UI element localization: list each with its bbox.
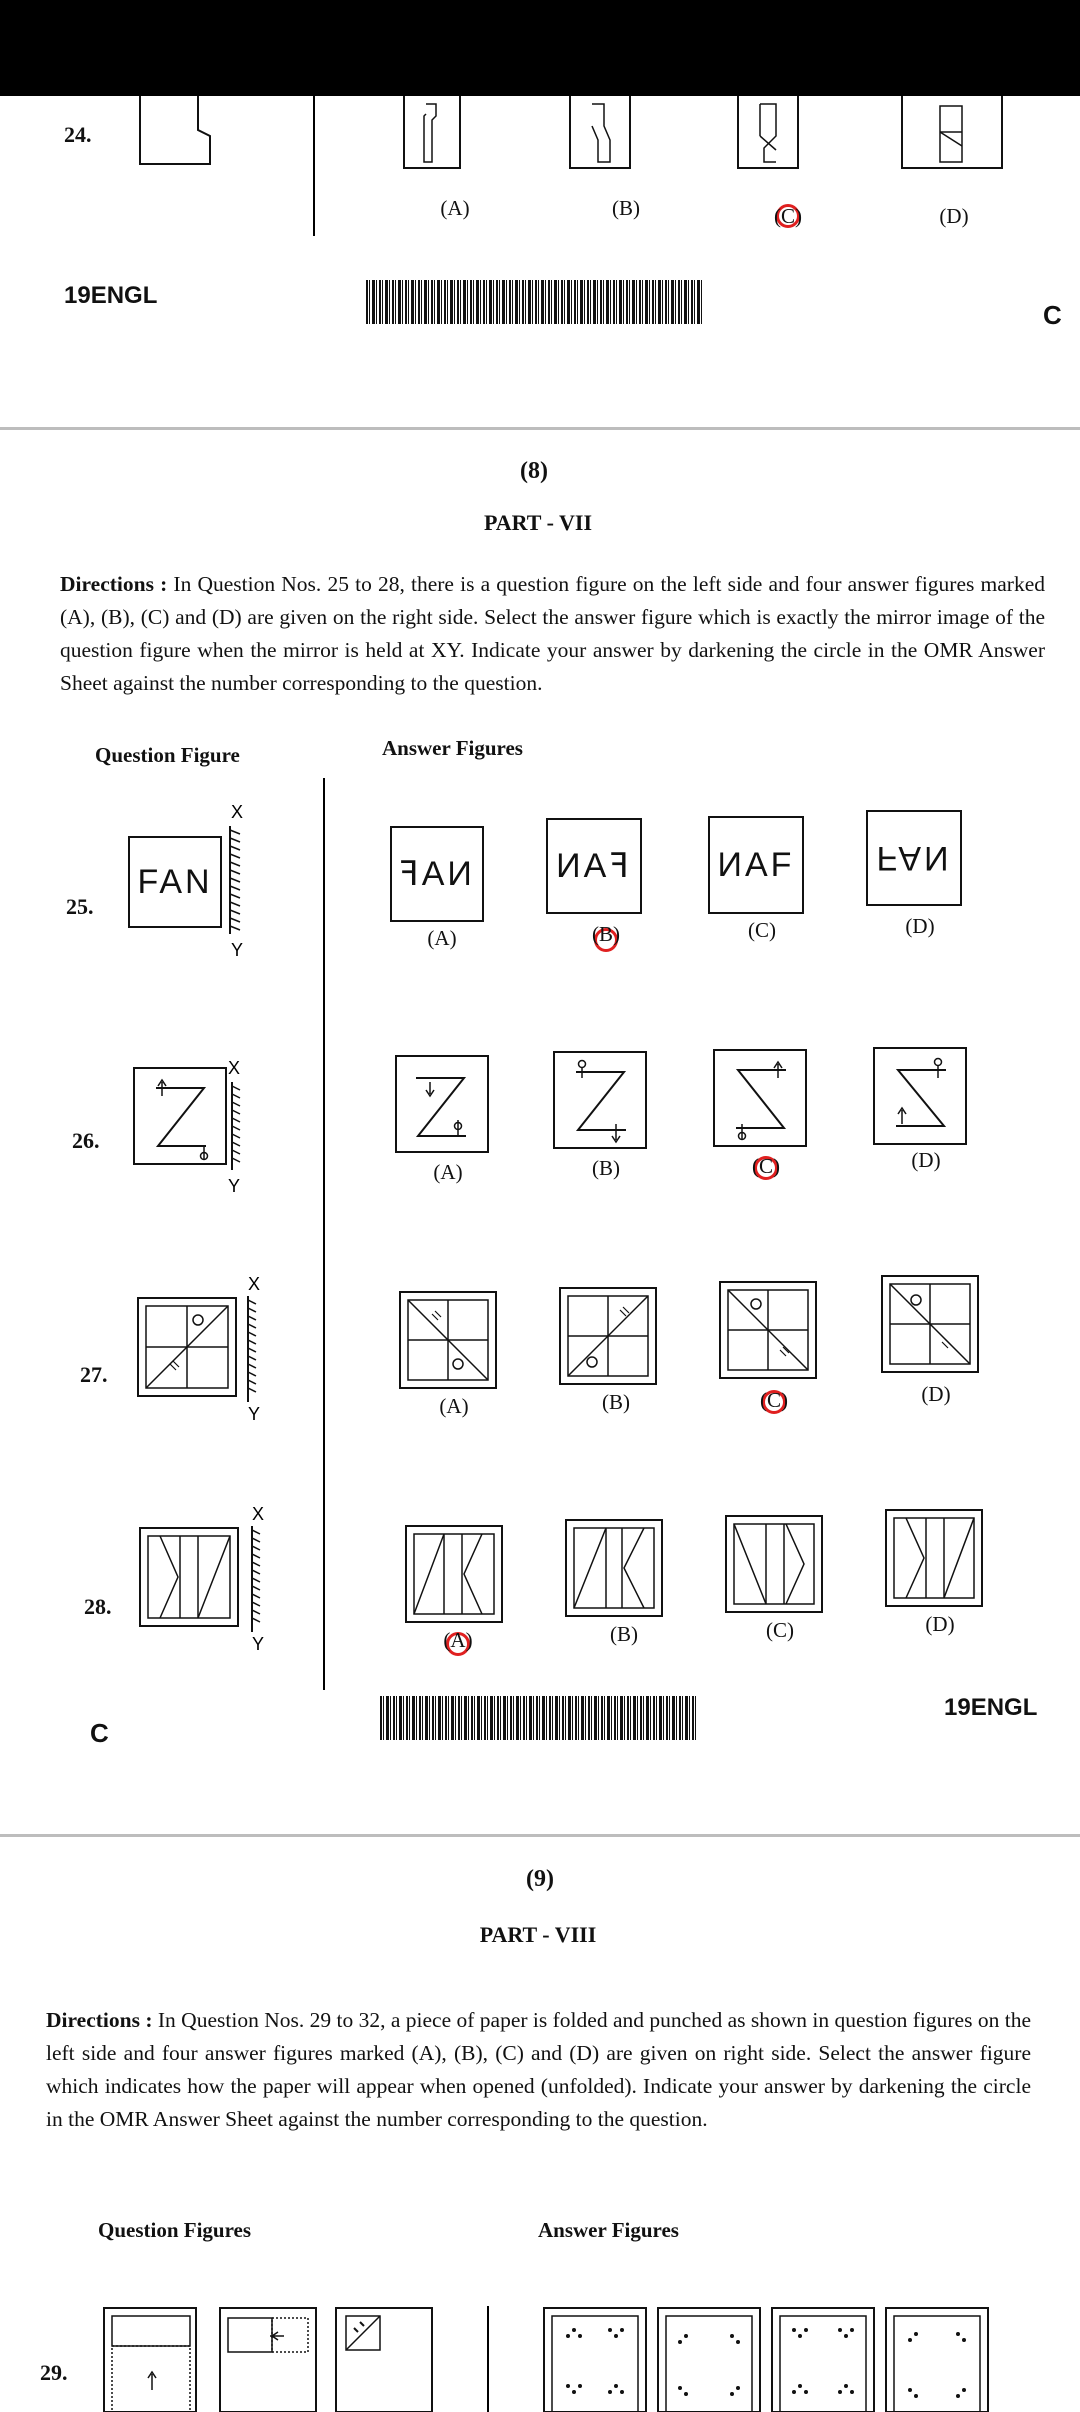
q28-option-c-figure[interactable]: [724, 1514, 824, 1614]
q29-question-figure-2: [218, 2306, 318, 2412]
q24-option-c-label: (C): [774, 204, 802, 228]
part-viii-directions: [46, 2004, 1031, 2136]
barcode-top: [366, 280, 702, 324]
question-figures-header: Question Figures: [98, 2218, 252, 2242]
page-separator-1: [0, 427, 1080, 430]
q25-mirror: [222, 800, 252, 960]
q26-option-b-label: (B): [592, 1156, 620, 1180]
q25-option-a-box[interactable]: ꟻAИ: [390, 826, 484, 922]
q28-mirror-y: Y: [251, 1634, 265, 1654]
part-vii-divider: [323, 778, 325, 1690]
part-vii-title: PART - VII: [483, 510, 593, 535]
q28-option-d-figure[interactable]: [884, 1508, 984, 1608]
q27-option-a-figure[interactable]: [398, 1290, 498, 1390]
set-letter-top: C: [1043, 300, 1062, 330]
q26-question-figure: [132, 1060, 242, 1196]
directions-label-viii: Directions :: [46, 2008, 153, 2032]
q24-option-c-figure: [736, 96, 800, 170]
q24-option-b-label: (B): [612, 196, 640, 220]
q29-question-figure-3: [334, 2306, 434, 2412]
question-27-number: 27.: [80, 1362, 108, 1387]
question-24-number: 24.: [64, 122, 92, 147]
q25-mirror-x: X: [230, 802, 244, 822]
q26-mirror-y: Y: [227, 1176, 240, 1196]
q24-option-d-figure: [900, 96, 1004, 170]
set-letter-page-8: C: [90, 1718, 109, 1748]
q25-option-d-box[interactable]: FAN: [866, 810, 962, 906]
top-black-band: [0, 0, 1080, 96]
q28-option-b-label: (B): [610, 1622, 638, 1646]
q28-option-d-label: (D): [925, 1612, 955, 1636]
q28-option-a-label: (A): [443, 1628, 473, 1652]
q28-question-figure: [138, 1504, 268, 1654]
booklet-code-top: 19ENGL: [64, 282, 158, 309]
q29-question-figure-1: [102, 2306, 198, 2412]
q27-option-a-label: (A): [439, 1394, 469, 1418]
q27-option-c-label: (C): [760, 1388, 788, 1412]
q25-figure-text: FAN: [137, 863, 213, 901]
q27-mirror-x: X: [247, 1274, 261, 1294]
q25-option-a-label: (A): [427, 926, 457, 950]
question-26-number: 26.: [72, 1128, 100, 1153]
q25-option-d-label: (D): [905, 914, 935, 938]
q26-mirror-x: X: [227, 1060, 240, 1078]
page-number-8: (8): [520, 458, 548, 484]
q29-option-a-figure[interactable]: [542, 2306, 648, 2412]
q25-option-b-box[interactable]: ИAꟻ: [546, 818, 642, 914]
page-number-9: (9): [526, 1866, 554, 1892]
q26-option-a-figure[interactable]: [394, 1054, 490, 1154]
q25-mirror-y: Y: [230, 940, 244, 960]
q24-option-d-label: (D): [939, 204, 969, 228]
q26-option-a-label: (A): [433, 1160, 463, 1184]
question-29-number: 29.: [40, 2360, 68, 2385]
question-24-figure: [138, 96, 218, 168]
part-viii-title: PART - VIII: [479, 1922, 597, 1947]
part-viii-divider: [487, 2306, 489, 2412]
q26-option-b-figure[interactable]: [552, 1050, 648, 1150]
q27-mirror-y: Y: [247, 1404, 261, 1424]
directions-text: In Question Nos. 25 to 28, there is a question figure on the left side and four answer figures marked (A), (B), (C) and (D) are given on the right side. Select the answer figure which is exactly the mirror image of the question figure when the mirror is held at XY. Indicate your answer by darkening the circle in the OMR Answer Sheet against the number corresponding to the question.: [60, 572, 1045, 695]
question-figure-header: Question Figure: [95, 743, 240, 767]
barcode-page-8: [380, 1696, 698, 1740]
q25-option-c-label: (C): [748, 918, 776, 942]
q25-option-b-label: (B): [592, 922, 620, 946]
q27-option-d-label: (D): [921, 1382, 951, 1406]
q25-option-c-box[interactable]: ИAF: [708, 816, 804, 914]
booklet-code-page-8: 19ENGL: [944, 1694, 1038, 1721]
q28-mirror-x: X: [251, 1504, 265, 1524]
q27-option-d-figure[interactable]: [880, 1274, 980, 1374]
question-25-number: 25.: [66, 894, 94, 919]
q29-option-c-figure[interactable]: [770, 2306, 876, 2412]
question-28-number: 28.: [84, 1594, 112, 1619]
q27-option-c-figure[interactable]: [718, 1280, 818, 1380]
q26-option-c-figure[interactable]: [712, 1048, 808, 1148]
q24-option-a-figure: [402, 96, 462, 170]
q27-option-b-label: (B): [602, 1390, 630, 1414]
q26-option-d-figure[interactable]: [872, 1046, 968, 1146]
q28-option-b-figure[interactable]: [564, 1518, 664, 1618]
q24-option-a-label: (A): [440, 196, 470, 220]
q24-option-b-figure: [568, 96, 632, 170]
q26-option-c-label: (C): [752, 1154, 780, 1178]
q26-option-d-label: (D): [911, 1148, 941, 1172]
page-separator-2: [0, 1834, 1080, 1837]
q29-option-d-figure[interactable]: [884, 2306, 990, 2412]
directions-label: Directions :: [60, 572, 168, 596]
q27-question-figure: [136, 1274, 266, 1424]
answer-figures-header-viii: Answer Figures: [538, 2218, 679, 2242]
q24-divider: [313, 96, 315, 236]
answer-figures-header: Answer Figures: [382, 736, 523, 760]
directions-text-viii: In Question Nos. 29 to 32, a piece of paper is folded and punched as shown in question figures on the left side and four answer figures marked (A), (B), (C) and (D) are given on right side. Select the answer figure which indicates how the paper will appear when opened (unfolded). Indicate your answer by darkening the circle in the OMR Answer Sheet against the number corresponding to the question.: [46, 2008, 1032, 2131]
part-vii-directions: [60, 568, 1045, 700]
q25-question-box: [128, 836, 222, 928]
q29-option-b-figure[interactable]: [656, 2306, 762, 2412]
q27-option-b-figure[interactable]: [558, 1286, 658, 1386]
q28-option-a-figure[interactable]: [404, 1524, 504, 1624]
q28-option-c-label: (C): [766, 1618, 794, 1642]
